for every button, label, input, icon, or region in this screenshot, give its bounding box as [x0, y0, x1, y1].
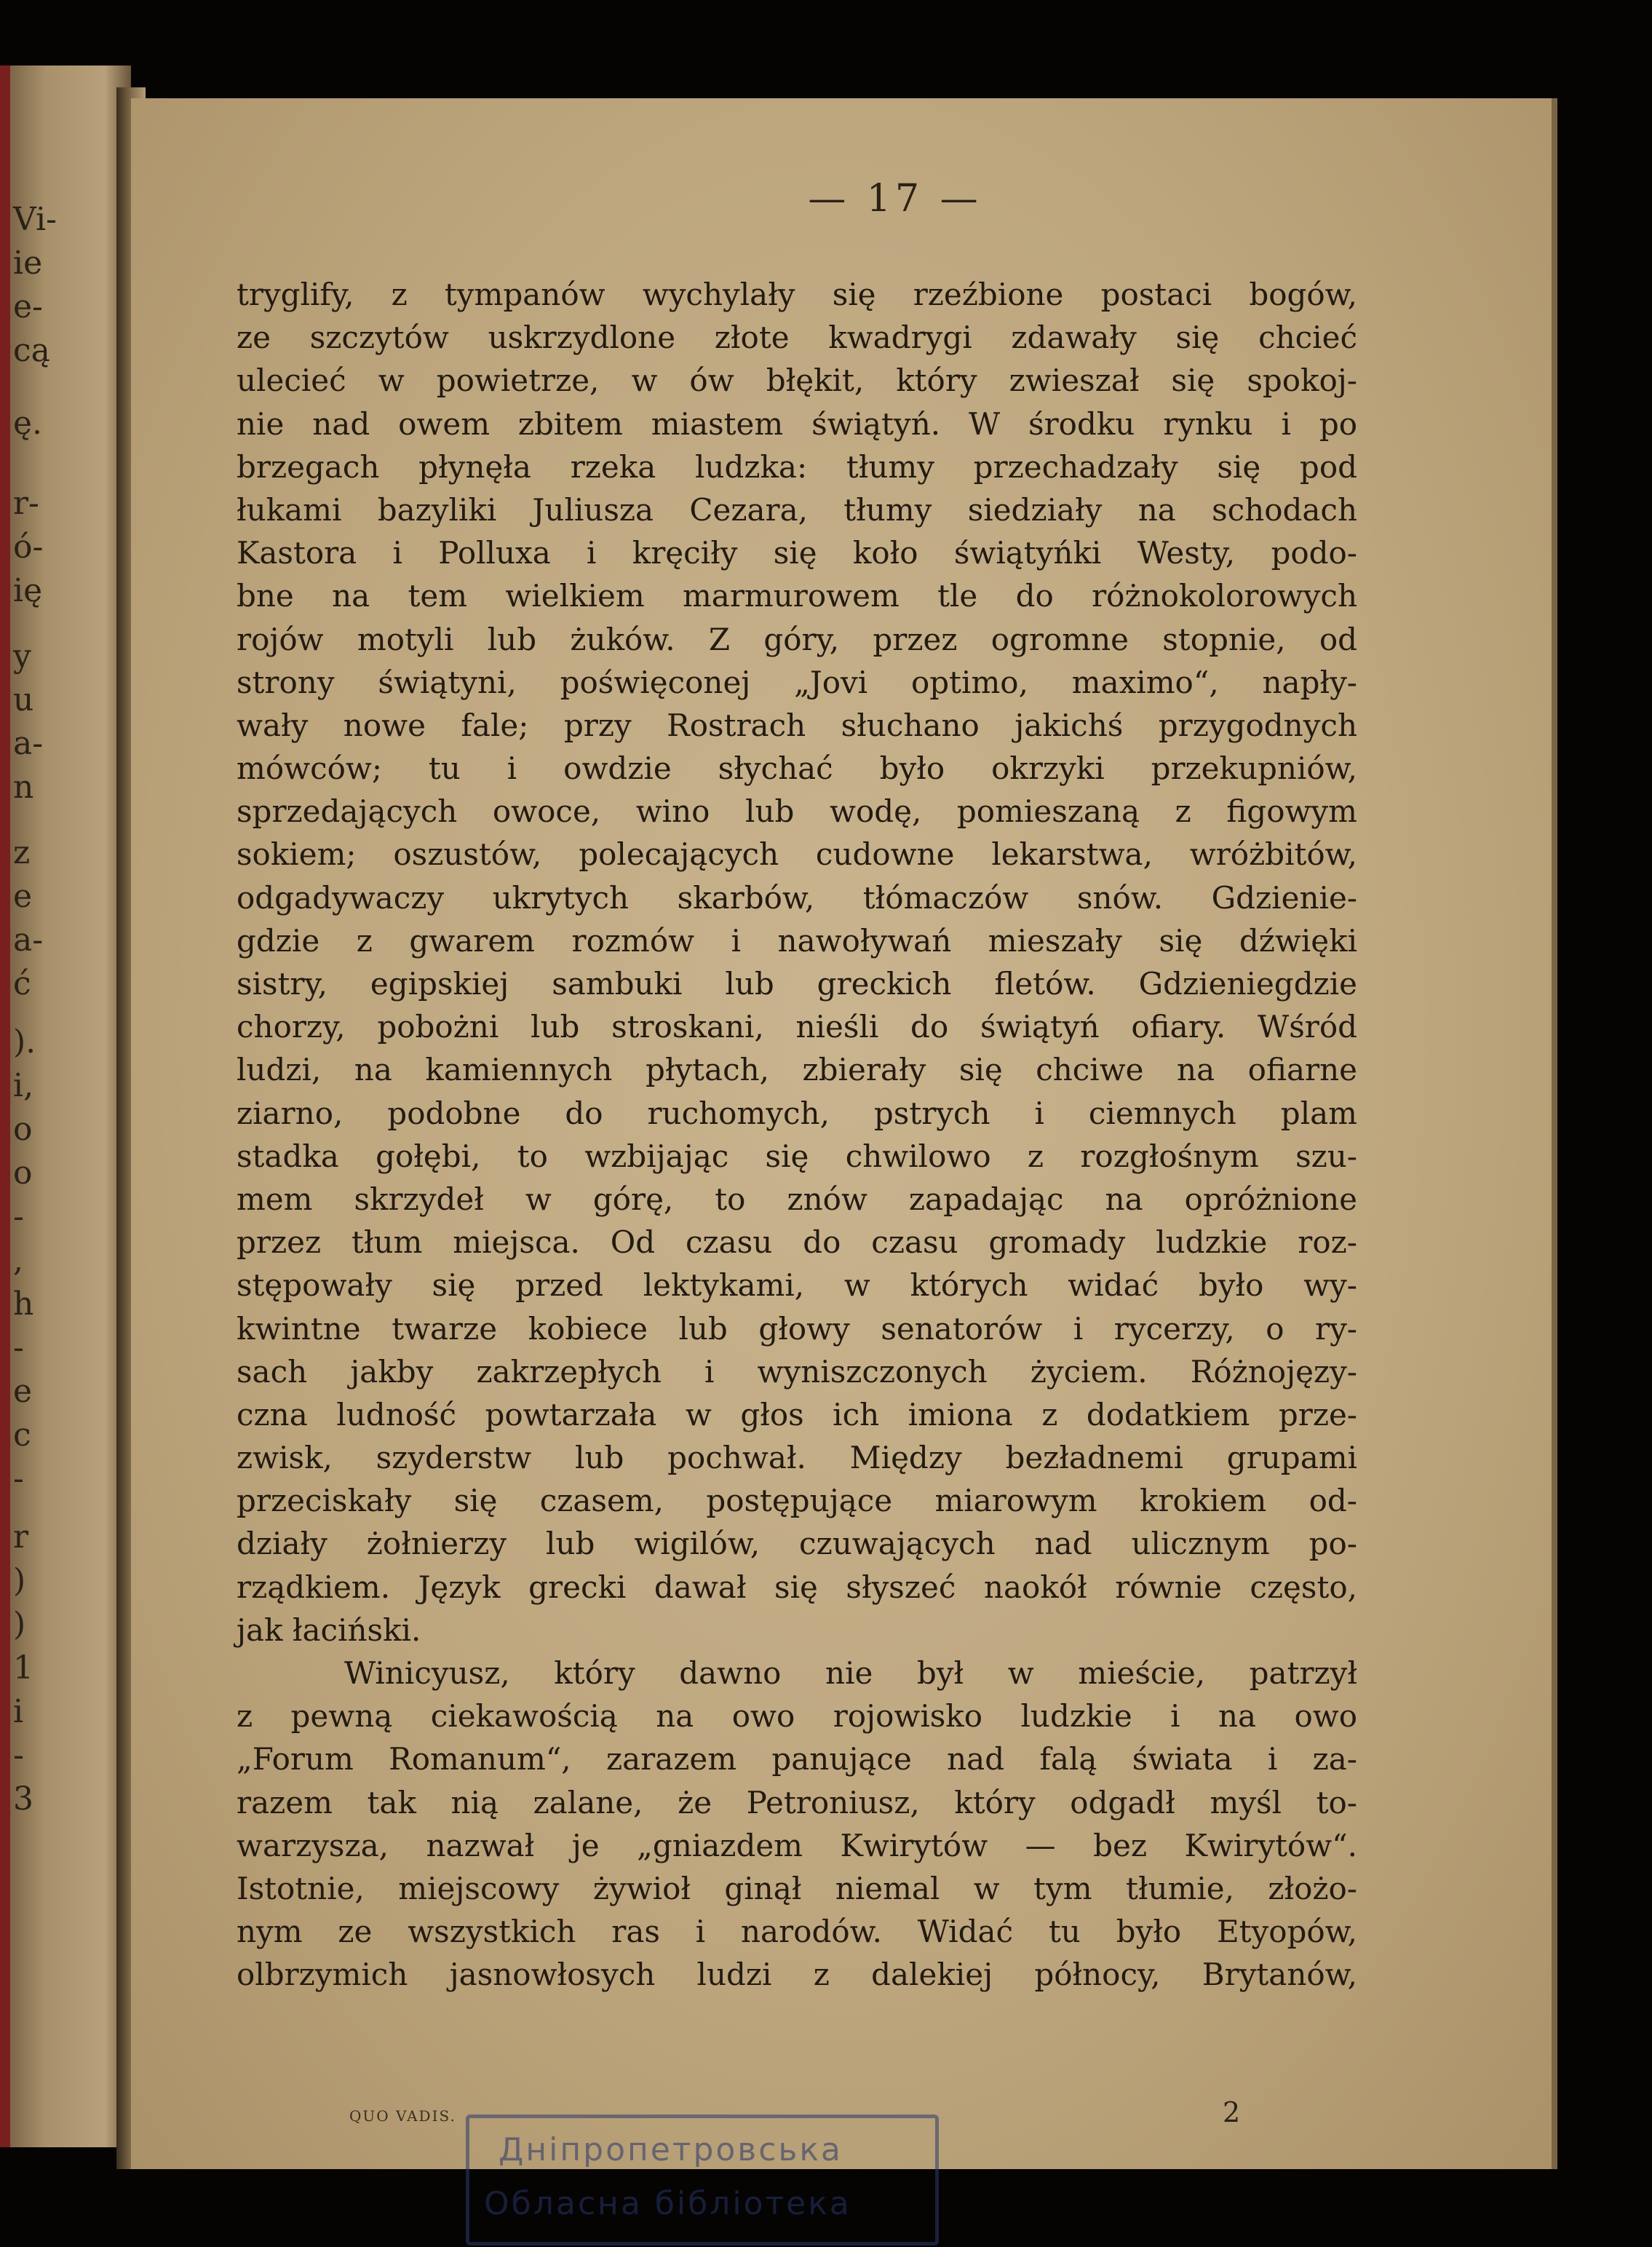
left-page-fragment: z — [13, 834, 31, 871]
left-page-fragment: a- — [13, 922, 44, 959]
text-line: nie nad owem zbitem miastem świątyń. W środku rynku i po — [237, 405, 1357, 442]
running-title: QUO VADIS. — [349, 2107, 456, 2125]
text-line: rządkiem. Język grecki dawał się słyszeć naokół równie często, — [237, 1569, 1357, 1605]
text-line: kwintne twarze kobiece lub głowy senatorów i rycerzy, o ry- — [237, 1310, 1357, 1347]
text-line: wały nowe fale; przy Rostrach słuchano jakichś przygodnych — [237, 707, 1357, 743]
page-number: — 17 — — [808, 177, 982, 221]
text-line: Winicyusz, który dawno nie był w mieście, patrzył — [344, 1655, 1357, 1691]
text-line: mówców; tu i owdzie słychać było okrzyki przekupniów, — [237, 750, 1357, 787]
library-stamp — [466, 2115, 939, 2246]
left-page-fragment: h — [13, 1285, 34, 1323]
text-line: warzysza, nazwał je „gniazdem Kwirytów — bez Kwirytów“. — [237, 1827, 1357, 1863]
left-page-fragment: , — [13, 1242, 23, 1279]
left-page-fragment: - — [13, 1329, 24, 1366]
left-page-fragment: u — [13, 681, 34, 718]
text-line: ludzi, na kamiennych płytach, zbierały się chciwe na ofiarne — [237, 1052, 1357, 1088]
left-page-fragment: - — [13, 1198, 24, 1235]
text-line: nym ze wszystkich ras i narodów. Widać tu było Etyopów, — [237, 1914, 1357, 1950]
text-line: z pewną ciekawością na owo rojowisko ludzkie i na owo — [237, 1698, 1357, 1735]
left-page-fragment: o — [13, 1111, 33, 1148]
book-spine — [0, 66, 10, 2147]
left-page-fragment: ć — [13, 965, 31, 1002]
text-line: czna ludność powtarzała w głos ich imiona z dodatkiem prze- — [237, 1396, 1357, 1432]
text-line: łukami bazyliki Juliusza Cezara, tłumy siedziały na schodach — [237, 491, 1357, 528]
left-page-fragment: n — [13, 769, 34, 806]
text-line: przeciskały się czasem, postępujące miarowym krokiem od- — [237, 1483, 1357, 1519]
left-page-edge — [0, 66, 131, 2147]
left-page-fragment: ) — [13, 1606, 26, 1643]
left-page-fragment: - — [13, 1737, 24, 1774]
left-page-fragment: r — [13, 1518, 29, 1556]
left-page-fragment: ę. — [13, 405, 43, 442]
left-page-fragment: ię — [13, 572, 43, 609]
text-line: strony świątyni, poświęconej „Jovi optimo, maximo“, napły- — [237, 664, 1357, 700]
stamp-line-1: Дніпропетровська — [499, 2131, 843, 2168]
text-line: ulecieć w powietrze, w ów błękit, który zwieszał się spokoj- — [237, 362, 1357, 399]
body-text — [237, 273, 1357, 1997]
text-line: odgadywaczy ukrytych skarbów, tłómaczów snów. Gdzienie- — [237, 879, 1357, 916]
left-page-fragment: a- — [13, 725, 44, 762]
stamp-line-2: Обласна бібліотека — [484, 2185, 851, 2222]
handwritten-inventory-number — [0, 950, 287, 1037]
text-line: mem skrzydeł w górę, to znów zapadając na opróżnione — [237, 1181, 1357, 1217]
text-line: sokiem; oszustów, polecających cudowne lekarstwa, wróżbitów, — [237, 836, 1357, 873]
text-line: ziarno, podobne do ruchomych, pstrych i ciemnych plam — [237, 1095, 1357, 1131]
left-page-fragment: c — [13, 1416, 31, 1454]
left-page-fragment: Vi- — [13, 201, 57, 238]
left-page-fragment: ie — [13, 245, 43, 282]
text-line: sach jakby zakrzepłych i wyniszczonych życiem. Różnojęzy- — [237, 1353, 1357, 1390]
left-page-fragment: 3 — [13, 1780, 33, 1818]
text-line: gdzie z gwarem rozmów i nawoływań mieszały się dźwięki — [237, 922, 1357, 959]
left-page-fragment: e — [13, 1373, 33, 1410]
book-page — [131, 98, 1557, 2222]
left-page-fragment: i, — [13, 1067, 34, 1104]
text-line: działy żołnierzy lub wigilów, czuwających nad ulicznym po- — [237, 1526, 1357, 1562]
text-line: chorzy, pobożni lub stroskani, nieśli do świątyń ofiary. Wśród — [237, 1009, 1357, 1045]
left-page-fragment: ). — [13, 1023, 36, 1061]
text-line: olbrzymich jasnowłosych ludzi z dalekiej północy, Brytanów, — [237, 1957, 1357, 1993]
text-line: tryglify, z tympanów wychylały się rzeźbione postaci bogów, — [237, 277, 1357, 312]
text-line: Istotnie, miejscowy żywioł ginął niemal w tym tłumie, złożo- — [237, 1870, 1357, 1906]
left-page-fragment: - — [13, 1460, 24, 1497]
left-page-fragment: o — [13, 1154, 33, 1192]
left-page-fragment: cą — [13, 332, 50, 369]
left-page-fragment: 1 — [13, 1649, 33, 1687]
left-page-fragment: ó- — [13, 528, 44, 566]
text-line: jak łaciński. — [237, 1612, 421, 1648]
text-line: stępowały się przed lektykami, w których widać było wy- — [237, 1267, 1357, 1304]
left-page-fragment: y — [13, 638, 31, 675]
left-page-fragment: ) — [13, 1562, 26, 1599]
left-page-fragment: e- — [13, 288, 43, 325]
left-page-fragment: i — [13, 1693, 24, 1730]
signature-number: 2 — [1223, 2096, 1241, 2128]
text-line: zwisk, szyderstw lub pochwał. Między bezładnemi grupami — [237, 1440, 1357, 1476]
text-line: sistry, egipskiej sambuki lub greckich fletów. Gdzieniegdzie — [237, 966, 1357, 1002]
text-line: przez tłum miejsca. Od czasu do czasu gromady ludzkie roz- — [237, 1224, 1357, 1261]
left-page-fragment: e — [13, 878, 33, 915]
text-line: razem tak nią zalane, że Petroniusz, który odgadł myśl to- — [237, 1784, 1357, 1820]
text-line: rojów motyli lub żuków. Z góry, przez ogromne stopnie, od — [237, 621, 1357, 657]
text-line: brzegach płynęła rzeka ludzka: tłumy przechadzały się pod — [237, 448, 1357, 485]
text-line: sprzedających owoce, wino lub wodę, pomieszaną z figowym — [237, 793, 1357, 830]
text-line: Kastora i Polluxa i kręciły się koło świątyńki Westy, podo- — [237, 535, 1357, 571]
text-line: bne na tem wielkiem marmurowem tle do różnokolorowych — [237, 578, 1357, 614]
text-line: stadka gołębi, to wzbijając się chwilowo z rozgłośnym szu- — [237, 1138, 1357, 1174]
text-line: ze szczytów uskrzydlone złote kwadrygi zdawały się chcieć — [237, 320, 1357, 356]
left-page-fragment: r- — [13, 485, 39, 522]
text-line: „Forum Romanum“, zarazem panujące nad falą świata i za- — [237, 1741, 1357, 1778]
